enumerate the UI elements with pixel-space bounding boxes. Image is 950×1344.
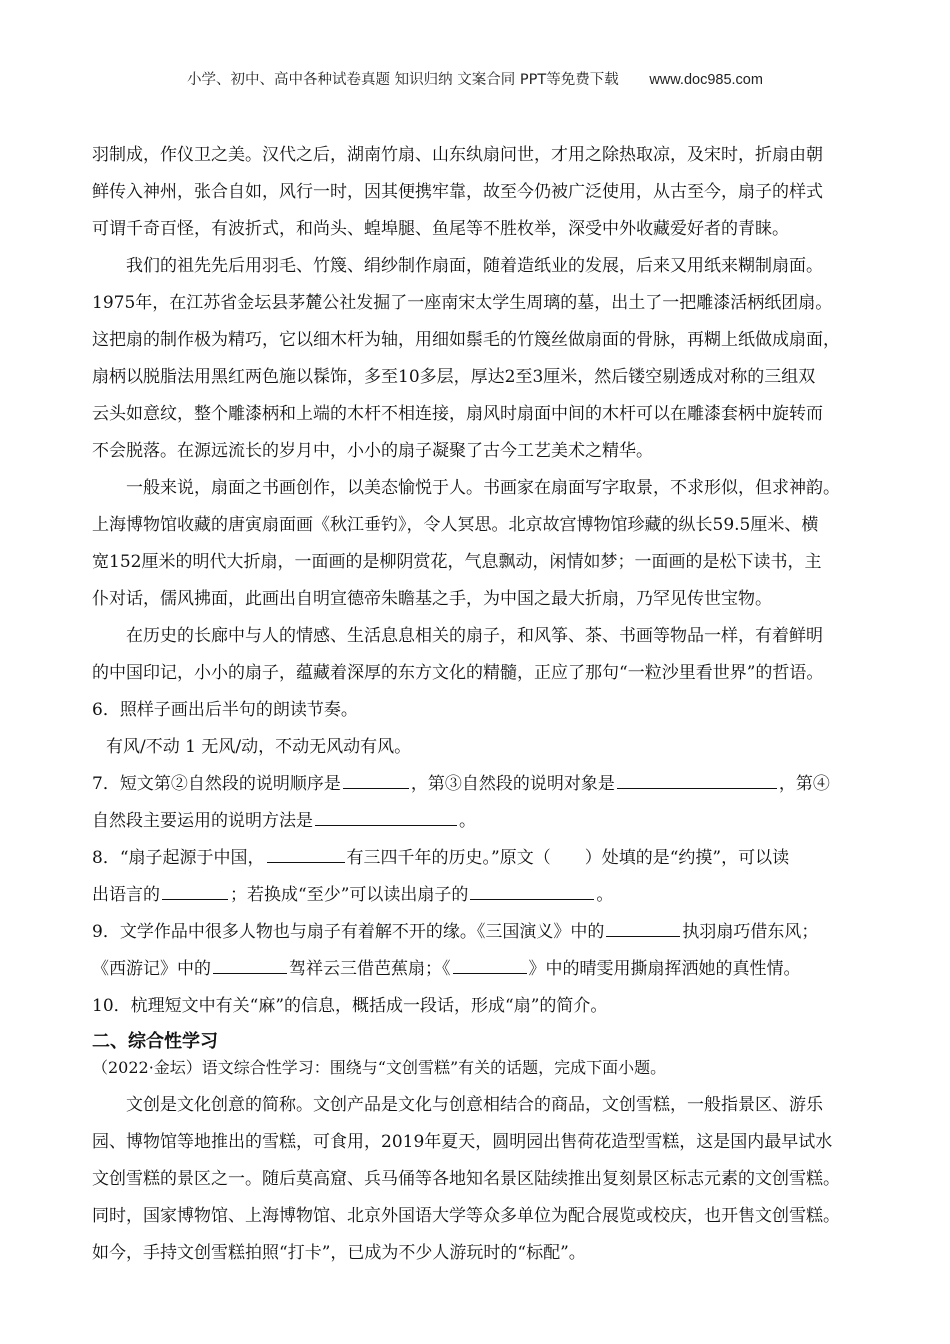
question-line — [92, 840, 860, 877]
question-line — [92, 766, 860, 803]
question-stem: 6．照样子画出后半句的朗读节奏。 — [92, 700, 358, 720]
answer-blank[interactable] — [267, 861, 345, 863]
question-text: 7．短文第②自然段的说明顺序是 — [92, 774, 341, 794]
text-line: 如今，手持文创雪糕拍照“打卡”，已成为不少人游玩时的“标配”。 — [92, 1243, 586, 1263]
question-line — [92, 803, 860, 840]
text-line: 鲜传入神州，张合自如，风行一时，因其便携牢靠，故至今仍被广泛使用，从古至今，扇子的样式 — [92, 182, 823, 202]
question-text: 8．“扇子起源于中国， — [92, 848, 265, 868]
question-text: ，第④ — [778, 774, 830, 794]
text-line: 的中国印记，小小的扇子，蕴藏着深厚的东方文化的精髓，正应了那句“一粒沙里看世界”的哲语。 — [92, 663, 824, 683]
answer-blank[interactable] — [453, 972, 527, 974]
section-title: 二、综合性学习 — [92, 1031, 218, 1052]
text-line: 这把扇的制作极为精巧，它以细木杆为轴，用细如鬃毛的竹篾丝做扇面的骨脉，再糊上纸做成扇面， — [92, 330, 840, 350]
question-text: 出语言的 — [92, 885, 160, 905]
answer-blank[interactable] — [162, 898, 228, 900]
text-line: 文创雪糕的景区之一。随后莫高窟、兵马俑等各地知名景区陆续推出复刻景区标志元素的文创雪糕。 — [92, 1169, 840, 1189]
section-2-passage — [92, 1087, 860, 1272]
text-line: 1975年，在江苏省金坛县茅麓公社发掘了一座南宋太学生周璃的墓，出土了一把雕漆活柄纸团扇。 — [92, 293, 833, 313]
section-intro: （2022·金坛）语文综合性学习：围绕与“文创雪糕”有关的话题，完成下面小题。 — [92, 1058, 667, 1077]
text-line: 在历史的长廊中与人的情感、生活息息相关的扇子，和风筝、茶、书画等物品一样，有着鲜明 — [126, 626, 823, 646]
text-line: 可谓千奇百怪，有波折式，和尚头、蝗埠腿、鱼尾等不胜枚举，深受中外收藏爱好者的青睐。 — [92, 219, 789, 239]
question-6 — [92, 692, 860, 766]
text-line: 仆对话，儒风拂面，此画出自明宣德帝朱瞻基之手，为中国之最大折扇，乃罕见传世宝物。 — [92, 589, 772, 609]
text-line: 我们的祖先先后用羽毛、竹篾、绢纱制作扇面，随着造纸业的发展，后来又用纸来糊制扇面。 — [126, 256, 823, 276]
text-line: 宽152厘米的明代大折扇，一面画的是柳阴赏花，气息飘动，闲情如梦；一面画的是松下读书，主 — [92, 552, 822, 572]
question-9 — [92, 914, 860, 988]
text-line: 园、博物馆等地推出的雪糕，可食用，2019年夏天，圆明园出售荷花造型雪糕，这是国内最早试水 — [92, 1132, 833, 1152]
paragraph-3 — [92, 470, 860, 618]
question-7 — [92, 766, 860, 840]
text-line: 同时，国家博物馆、上海博物馆、北京外国语大学等众多单位为配合展览或校庆，也开售文创雪糕。 — [92, 1206, 840, 1226]
text-line: 云头如意纹，整个雕漆柄和上端的木杆不相连接，扇风时扇面中间的木杆可以在雕漆套柄中旋转而 — [92, 404, 823, 424]
document-body — [92, 137, 860, 1272]
paragraph-1 — [92, 137, 860, 248]
question-10: 10．杭理短文中有关“麻”的信息，概括成一段话，形成“扇”的简介。 — [92, 996, 608, 1016]
answer-blank[interactable] — [606, 935, 680, 937]
paragraph-2 — [92, 248, 860, 470]
question-text: 驾祥云三借芭蕉扇；《 — [289, 959, 451, 979]
text-line: 文创是文化创意的简称。文创产品是文化与创意相结合的商品，文创雪糕，一般指景区、游乐 — [126, 1095, 823, 1115]
text-line: 上海博物馆收藏的唐寅扇面画《秋江垂钓》，令人冥思。北京故宫博物馆珍藏的纵长59.5厘米、横 — [92, 515, 819, 535]
question-example: 有风/不动 1 无风/动，不动无风动有风。 — [106, 737, 412, 757]
paragraph-4 — [92, 618, 860, 692]
question-8 — [92, 840, 860, 914]
question-line — [92, 951, 860, 988]
question-text: 有三四千年的历史。”原文（ — [346, 848, 551, 868]
question-text: 《西游记》中的 — [92, 959, 211, 979]
text-line: 羽制成，作仪卫之美。汉代之后，湖南竹扇、山东纨扇问世，才用之除热取凉，及宋时，折扇由朝 — [92, 145, 823, 165]
question-text: ；若换成“至少”可以读出扇子的 — [230, 885, 469, 905]
question-text: 自然段主要运用的说明方法是 — [92, 811, 313, 831]
question-text: 。 — [596, 885, 614, 905]
question-text: 执羽扇巧借东风； — [682, 922, 819, 942]
header-site-link[interactable]: www.doc985.com — [649, 72, 763, 88]
answer-blank[interactable] — [315, 824, 457, 826]
header-text: 小学、初中、高中各种试卷真题 知识归纳 文案合同 PPT等免费下载 — [187, 72, 619, 88]
question-line — [92, 877, 860, 914]
answer-blank[interactable] — [470, 898, 594, 900]
question-text: 。 — [459, 811, 476, 831]
question-text: 》中的晴雯用撕扇挥洒她的真性情。 — [528, 959, 801, 979]
question-text: 9．文学作品中很多人物也与扇子有着解不开的缘。《三国演义》中的 — [92, 922, 605, 942]
text-line: 扇柄以脱脂法用黑红两色施以髹饰，多至10多层，厚达2至3厘米，然后镂空剔透成对称的三组双 — [92, 367, 816, 387]
text-line: 不会脱落。在源远流长的岁月中，小小的扇子凝聚了古今工艺美术之精华。 — [92, 441, 653, 461]
answer-blank[interactable] — [213, 972, 287, 974]
answer-blank[interactable] — [343, 787, 409, 789]
text-line: 一般来说，扇面之书画创作，以美态愉悦于人。书画家在扇面写字取景，不求形似，但求神韵。 — [126, 478, 840, 498]
question-text: ，第③自然段的说明对象是 — [410, 774, 615, 794]
page-header — [0, 68, 950, 89]
answer-blank[interactable] — [617, 787, 777, 789]
question-text: ）处填的是“约摸”，可以读 — [584, 848, 790, 868]
question-line — [92, 914, 860, 951]
